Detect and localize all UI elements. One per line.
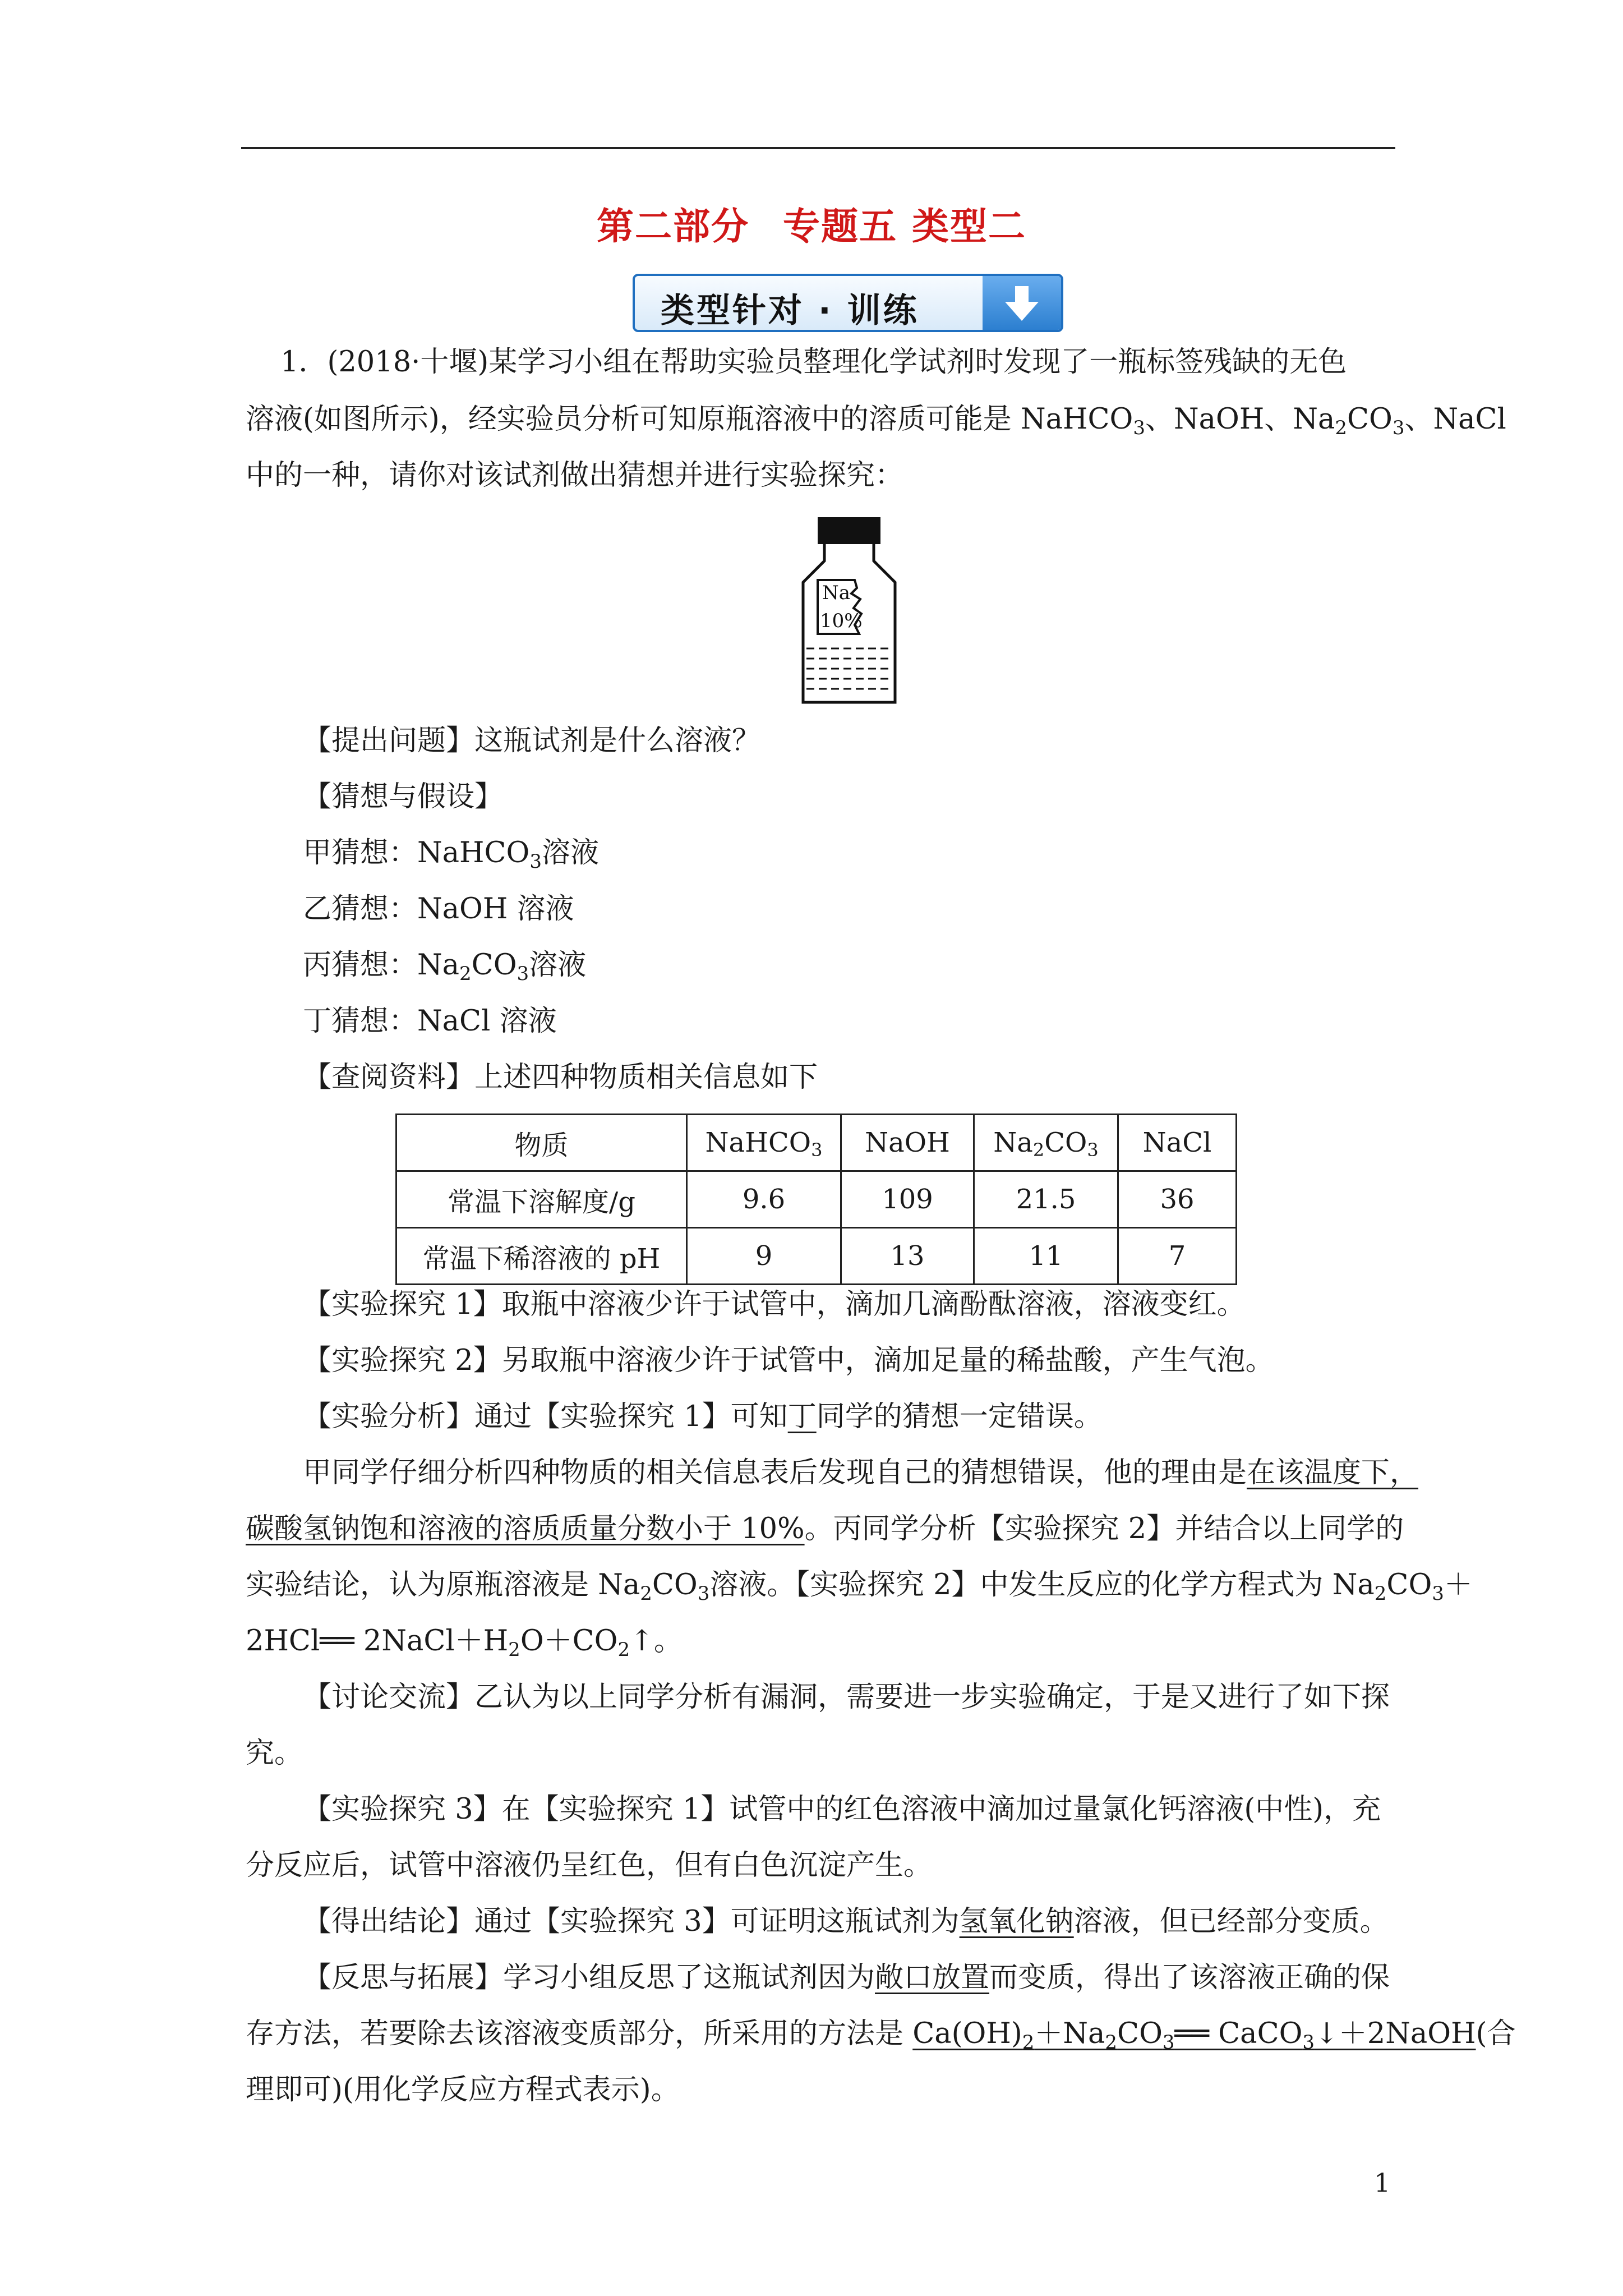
banner-label: 类型针对 · 训练	[661, 291, 919, 330]
title-part: 第二部分	[597, 205, 749, 248]
question-line: 中的一种，请你对该试剂做出猜想并进行实验探究：	[246, 459, 904, 492]
page-number: 1	[1374, 2168, 1391, 2198]
question-line: 1．(2018·十堰)某学习小组在帮助实验员整理化学试剂时发现了一瓶标签残缺的无色	[280, 346, 1347, 379]
table-cell: 7	[1118, 1228, 1237, 1285]
table-cell: 109	[841, 1171, 974, 1228]
discussion-line: 究。	[246, 1737, 303, 1770]
bottle-label-text: 10%	[820, 610, 863, 632]
experiment-line: 【实验探究 3】在【实验探究 1】试管中的红色溶液中滴加过量氯化钙溶液(中性)，充	[303, 1793, 1381, 1826]
analysis-line: 甲同学仔细分析四种物质的相关信息表后发现自己的猜想错误，他的理由是在该温度下，	[303, 1456, 1419, 1489]
analysis-line: 【实验分析】通过【实验探究 1】可知丁同学的猜想一定错误。	[303, 1400, 1103, 1433]
table-cell: 13	[841, 1228, 974, 1285]
section-banner	[633, 274, 1063, 332]
table-header-cell: NaHCO$_3$	[687, 1115, 841, 1171]
table-cell: 11	[974, 1228, 1118, 1285]
answer-blank: 在该温度下，	[1247, 1456, 1419, 1489]
experiment-line: 【实验探究 2】另取瓶中溶液少许于试管中，滴加足量的稀盐酸，产生气泡。	[303, 1344, 1274, 1377]
equation-line: 2HCl══ $2NaCl+H_2O+CO_2↑$。	[246, 1625, 683, 1661]
answer-blank: 碳酸氢钠饱和溶液的溶质质量分数小于 10%	[246, 1512, 805, 1545]
discussion-line: 【讨论交流】乙认为以上同学分析有漏洞，需要进一步实验确定，于是又进行了如下探	[303, 1681, 1390, 1714]
table-row-label: 常温下稀溶液的 pH	[396, 1228, 687, 1285]
reflection-line: 存方法，若要除去该溶液变质部分，所采用的方法是 $Ca(OH)_2+Na_2CO_3══$ CaCO$_3$↓＋2NaOH(合	[246, 2017, 1516, 2054]
table-cell: 21.5	[974, 1171, 1118, 1228]
table-header-cell: NaOH	[841, 1115, 974, 1171]
reflection-line: 【反思与拓展】学习小组反思了这瓶试剂因为敞口放置而变质，得出了该溶液正确的保	[303, 1961, 1390, 1994]
table-cell: 9	[687, 1228, 841, 1285]
reflection-line: 理即可)(用化学反应方程式表示)。	[246, 2073, 680, 2106]
hypothesis-item: 甲猜想：NaHCO$_3$溶液	[303, 836, 599, 873]
table-cell: 36	[1118, 1171, 1237, 1228]
section-heading: 【提出问题】这瓶试剂是什么溶液？	[303, 724, 761, 757]
table-header-cell: 物质	[396, 1115, 687, 1171]
table-row	[396, 1171, 1237, 1228]
answer-blank: $Ca(OH)_2+Na_2CO_3══$ CaCO$_3$↓＋2NaOH	[912, 2017, 1476, 2054]
question-line: 溶液(如图所示)，经实验员分析可知原瓶溶液中的溶质可能是 NaHCO$_3$、NaOH、$Na_2CO_3$、NaCl	[246, 403, 1506, 439]
properties-table	[395, 1114, 1237, 1285]
title-part: 专题五	[783, 205, 897, 248]
down-arrow-icon	[983, 276, 1061, 330]
table-header-cell: NaCl	[1118, 1115, 1237, 1171]
title-part: 类型二	[912, 205, 1026, 248]
answer-blank: 敞口放置	[875, 1961, 990, 1994]
analysis-line: 碳酸氢钠饱和溶液的溶质质量分数小于 10%。丙同学分析【实验探究 2】并结合以上同学的	[246, 1512, 1404, 1545]
page-title	[0, 196, 1623, 250]
answer-blank: 丁	[787, 1400, 817, 1433]
bottle-label-text: Na	[822, 582, 851, 604]
table-row-label: 常温下溶解度/g	[396, 1171, 687, 1228]
hypothesis-item: 乙猜想：NaOH 溶液	[303, 892, 574, 926]
experiment-line: 【实验探究 1】取瓶中溶液少许于试管中，滴加几滴酚酞溶液，溶液变红。	[303, 1288, 1246, 1321]
section-heading: 【猜想与假设】	[303, 780, 504, 813]
table-cell: 9.6	[687, 1171, 841, 1228]
reagent-bottle-figure	[795, 515, 902, 707]
table-header-cell: $Na_2CO_3$	[974, 1115, 1118, 1171]
table-row	[396, 1228, 1237, 1285]
hypothesis-item: 丙猜想：$Na_2CO_3$溶液	[303, 949, 587, 985]
table-row	[396, 1115, 1237, 1171]
answer-blank: 氢氧化钠	[959, 1905, 1074, 1938]
conclusion-line: 【得出结论】通过【实验探究 3】可证明这瓶试剂为氢氧化钠溶液，但已经部分变质。	[303, 1905, 1389, 1938]
section-heading: 【查阅资料】上述四种物质相关信息如下	[303, 1061, 818, 1094]
liquid-lines	[806, 648, 892, 689]
analysis-line: 实验结论，认为原瓶溶液是 $Na_2CO_3$溶液。【实验探究 2】中发生反应的化学方程式为 $Na_2CO_3+$	[246, 1568, 1473, 1605]
experiment-line: 分反应后，试管中溶液仍呈红色，但有白色沉淀产生。	[246, 1849, 933, 1882]
header-rule	[241, 147, 1395, 149]
hypothesis-item: 丁猜想：NaCl 溶液	[303, 1005, 557, 1038]
